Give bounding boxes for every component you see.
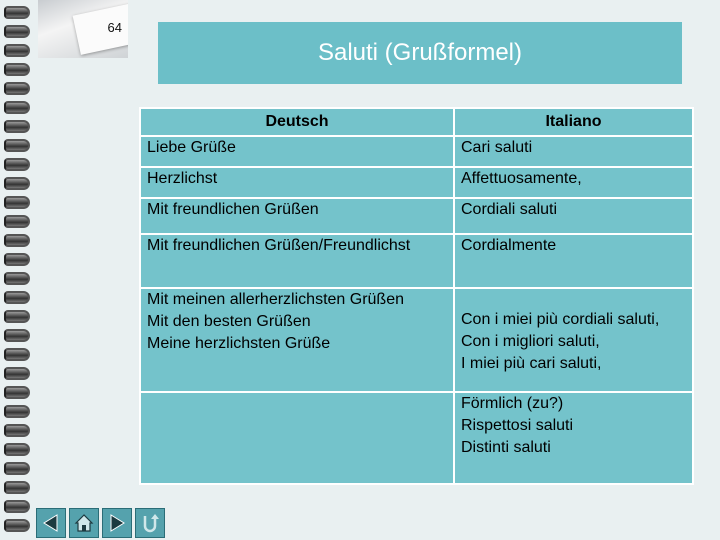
binding-ring xyxy=(4,272,30,285)
cell-text: Mit den besten Grüßen xyxy=(147,313,311,330)
binding-ring xyxy=(4,6,30,19)
cell-deutsch xyxy=(140,288,454,392)
table-row xyxy=(140,234,693,288)
table-row xyxy=(140,167,693,198)
binding-ring xyxy=(4,348,30,361)
cell-italiano xyxy=(454,136,693,167)
slide-title: Saluti (Grußformel) xyxy=(317,39,523,66)
cell-text: Förmlich (zu?) xyxy=(461,395,564,412)
column-header-italiano: Italiano xyxy=(454,108,693,136)
binding-ring xyxy=(4,386,30,399)
cell-deutsch xyxy=(140,234,454,288)
binding-ring xyxy=(4,234,30,247)
binding-ring xyxy=(4,253,30,266)
greetings-table xyxy=(139,107,694,485)
navigation-bar xyxy=(36,508,165,538)
previous-button[interactable] xyxy=(36,508,66,538)
binding-ring xyxy=(4,310,30,323)
page-number: 64 xyxy=(107,20,122,35)
cell-text: Herzlichst xyxy=(147,170,218,187)
binding-ring xyxy=(4,25,30,38)
cell-italiano xyxy=(454,167,693,198)
cell-deutsch xyxy=(140,136,454,167)
arrow-right-icon xyxy=(106,512,128,534)
binding-ring xyxy=(4,481,30,494)
return-button[interactable] xyxy=(135,508,165,538)
cell-text: Cordiali saluti xyxy=(461,201,558,218)
cell-text: Rispettosi saluti xyxy=(461,417,574,434)
return-icon xyxy=(139,512,161,534)
binding-ring xyxy=(4,329,30,342)
table-row xyxy=(140,136,693,167)
home-button[interactable] xyxy=(69,508,99,538)
cell-italiano xyxy=(454,234,693,288)
binding-ring xyxy=(4,101,30,114)
table-row xyxy=(140,392,693,484)
cell-text: I miei più cari saluti, xyxy=(461,355,602,372)
table-header-row xyxy=(140,108,693,136)
cell-deutsch xyxy=(140,198,454,234)
binding-ring xyxy=(4,424,30,437)
arrow-left-icon xyxy=(40,512,62,534)
spiral-binding xyxy=(0,0,32,540)
binding-ring xyxy=(4,215,30,228)
cell-text: Cordialmente xyxy=(461,237,557,254)
cell-italiano xyxy=(454,198,693,234)
column-header-deutsch: Deutsch xyxy=(140,108,454,136)
cell-text: Con i miei più cordiali saluti, xyxy=(461,311,660,328)
binding-ring xyxy=(4,44,30,57)
cell-italiano xyxy=(454,288,693,392)
cell-italiano xyxy=(454,392,693,484)
binding-ring xyxy=(4,405,30,418)
binding-ring xyxy=(4,158,30,171)
binding-ring xyxy=(4,177,30,190)
slide-thumbnail xyxy=(38,0,128,58)
cell-text: Con i migliori saluti, xyxy=(461,333,600,350)
binding-ring xyxy=(4,443,30,456)
binding-ring xyxy=(4,82,30,95)
cell-deutsch xyxy=(140,392,454,484)
binding-ring xyxy=(4,196,30,209)
cell-text: Meine herzlichsten Grüße xyxy=(147,335,331,352)
binding-ring xyxy=(4,462,30,475)
binding-ring xyxy=(4,139,30,152)
cell-text: Affettuosamente, xyxy=(461,170,582,187)
cell-text: Mit freundlichen Grüßen/Freundlichst xyxy=(147,237,411,254)
binding-ring xyxy=(4,63,30,76)
table-row xyxy=(140,288,693,392)
binding-ring xyxy=(4,291,30,304)
cell-text: Liebe Grüße xyxy=(147,139,236,156)
next-button[interactable] xyxy=(102,508,132,538)
cell-text: Mit meinen allerherzlichsten Grüßen xyxy=(147,291,404,308)
binding-ring xyxy=(4,519,30,532)
cell-text: Mit freundlichen Grüßen xyxy=(147,201,319,218)
binding-ring xyxy=(4,500,30,513)
cell-text: Distinti saluti xyxy=(461,439,551,456)
binding-ring xyxy=(4,120,30,133)
slide-title-box xyxy=(158,22,682,84)
home-icon xyxy=(73,512,95,534)
binding-ring xyxy=(4,367,30,380)
table-row xyxy=(140,198,693,234)
cell-deutsch xyxy=(140,167,454,198)
cell-text: Cari saluti xyxy=(461,139,533,156)
